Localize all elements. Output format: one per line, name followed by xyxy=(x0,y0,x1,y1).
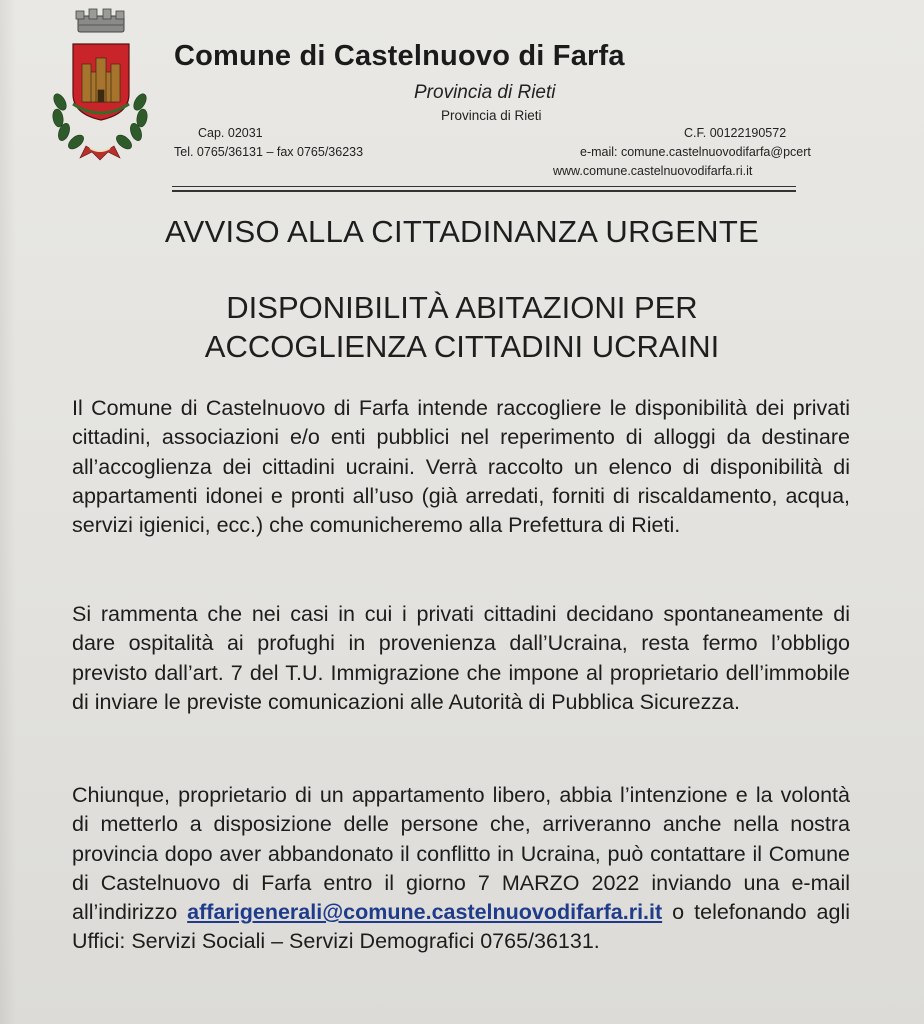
postal-code: Cap. 02031 xyxy=(198,126,263,140)
province-italic: Provincia di Rieti xyxy=(414,82,556,103)
header-email[interactable]: e-mail: comune.castelnuovodifarfa@pcert xyxy=(580,145,811,159)
notice-title: AVVISO ALLA CITTADINANZA URGENTE xyxy=(164,214,760,249)
tax-code: C.F. 00122190572 xyxy=(684,126,787,140)
subject-line-1: DISPONIBILITÀ ABITAZIONI PER xyxy=(226,290,698,325)
header-divider-thick xyxy=(172,190,796,192)
subject-line-2: ACCOGLIENZA CITTADINI UCRAINI xyxy=(204,329,720,364)
municipal-crest-icon xyxy=(46,6,154,162)
contact-email-link[interactable]: affarigenerali@comune.castelnuovodifarfa.ri.it xyxy=(187,900,663,925)
paragraph-3-tail: o telefonando agli Uffici: Servizi Sociali – Servizi Demografici 0765/36131. xyxy=(72,900,851,954)
org-name: Comune di Castelnuovo di Farfa xyxy=(174,40,625,72)
paragraph-1: Il Comune di Castelnuovo di Farfa intende raccogliere le disponibilità dei privati cittadini, associazioni e/o enti pubblici nel reperimento di alloggi da destinare all’accoglienza dei cittadini ucraini. Verrà raccolto un elenco di disponibilità di appartamenti idonei e pronti all’uso (già arredati, forniti di riscaldamento, acqua, servizi igienici, ecc.) che comunicheremo alla Prefettura di Rieti. xyxy=(72,396,850,538)
paragraph-3 xyxy=(72,781,850,957)
paragraph-2: Si rammenta che nei casi in cui i privati cittadini decidano spontaneamente di dare ospitalità ai profughi in provenienza dall’Ucraina, resta fermo l’obbligo previsto dall’art. 7 del T.U. Immigrazione che impone al proprietario dell’immobile di inviare le previste comunicazioni alle Autorità di Pubblica Sicurezza. xyxy=(72,602,850,714)
notice-subject xyxy=(0,288,924,366)
page-edge-shadow xyxy=(0,0,16,1024)
paragraph-3-text: Chiunque, proprietario di un appartamento libero, abbia l’intenzione e la volontà di metterlo a disposizione delle persone che, arriveranno anche nella nostra provincia dopo aver abbandonato il conflitto in Ucraina, può contattare il Comune di Castelnuovo di Farfa entro il giorno 7 MARZO 2022 inviando una e-mail all’indirizzo xyxy=(72,783,850,925)
header-website[interactable]: www.comune.castelnuovodifarfa.ri.it xyxy=(553,164,753,178)
crown-icon xyxy=(76,9,124,32)
province-plain: Provincia di Rieti xyxy=(441,108,542,123)
phone-fax: Tel. 0765/36131 – fax 0765/36233 xyxy=(174,145,364,159)
header-divider xyxy=(172,186,796,187)
